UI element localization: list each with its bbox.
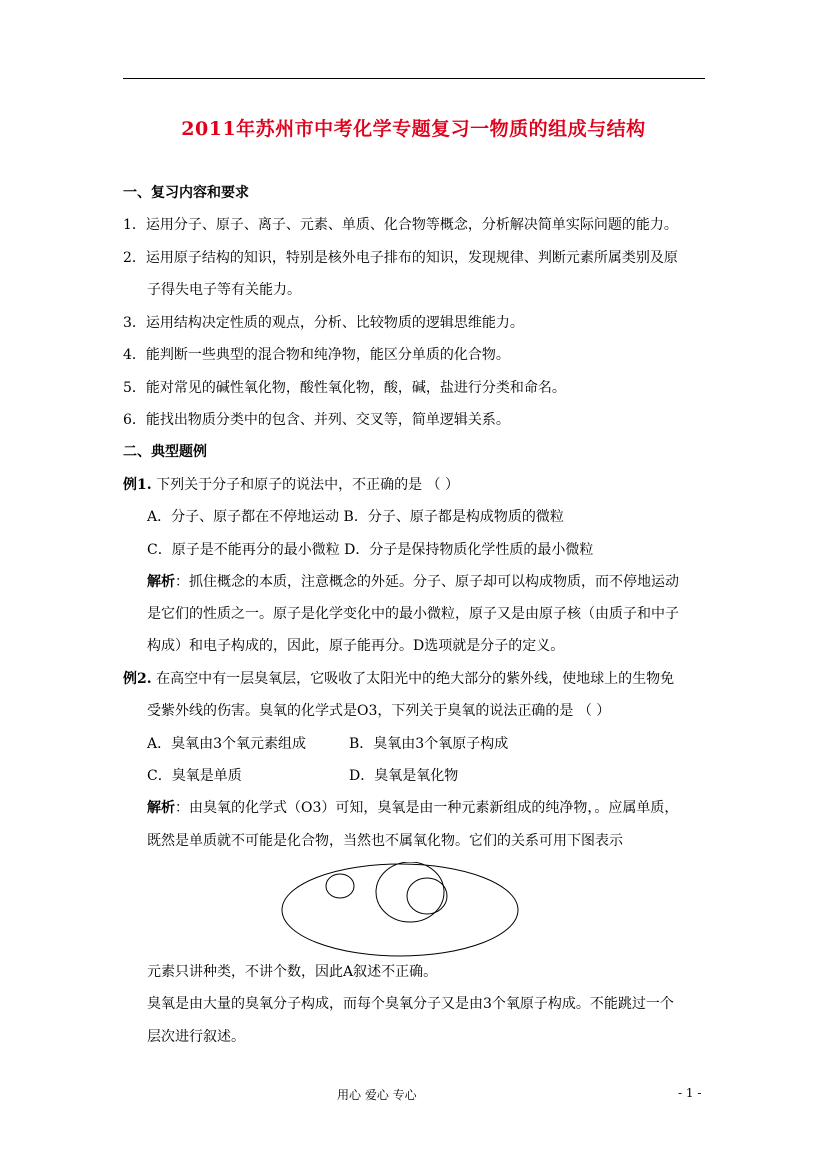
analysis-label: 解析	[147, 574, 175, 590]
example-2-note-1: 元素只讲种类，不讲个数，因此A叙述不正确。	[147, 964, 438, 980]
classification-venn-diagram	[280, 862, 520, 958]
example-1-analysis-2: 是它们的性质之一。原子是化学变化中的最小微粒，原子又是由原子核（由质子和中子	[147, 606, 679, 622]
analysis-text: ：由臭氧的化学式（O3）可知，臭氧是由一种元素新组成的纯净物，。应属单质，	[175, 800, 679, 816]
example-1-analysis-3: 构成）和电子构成的，因此，原子能再分。D选项就是分子的定义。	[147, 638, 565, 654]
page-number: - 1 -	[678, 1086, 702, 1100]
inner-circle	[407, 878, 447, 914]
requirement-item-4: 4．能判断一些典型的混合物和纯净物，能区分单质的化合物。	[123, 347, 510, 363]
requirement-item-5: 5．能对常见的碱性氧化物，酸性氧化物，酸，碱，盐进行分类和命名。	[123, 380, 566, 396]
example-1-question: 下列关于分子和原子的说法中，不正确的是 （ ）	[156, 477, 459, 493]
section-heading-1: 一、复习内容和要求	[123, 185, 249, 201]
analysis-text: ：抓住概念的本质，注意概念的外延。分子、原子却可以构成物质，而不停地运动	[175, 574, 679, 590]
requirement-item-2: 2．运用原子结构的知识，特别是核外电子排布的知识，发现规律、判断元素所属类别及原	[123, 250, 678, 266]
requirement-item-3: 3．运用结构决定性质的观点，分析、比较物质的逻辑思维能力。	[123, 315, 524, 331]
example-2-question: 在高空中有一层臭氧层，它吸收了太阳光中的绝大部分的紫外线，使地球上的生物免	[156, 671, 675, 687]
example-1-stem	[123, 475, 459, 495]
header-rule	[123, 78, 705, 79]
requirement-item-2-cont: 子得失电子等有关能力。	[147, 282, 301, 298]
example-2-analysis-2: 既然是单质就不可能是化合物，当然也不属氧化物。它们的关系可用下图表示	[147, 833, 623, 849]
example-2-option-a: A．臭氧由3个氧元素组成	[147, 736, 307, 752]
footer-motto: 用心 爱心 专心	[337, 1088, 417, 1102]
example-2-option-b: B．臭氧由3个氧原子构成	[349, 736, 509, 752]
requirement-item-6: 6．能找出物质分类中的包含、并列、交叉等，简单逻辑关系。	[123, 412, 510, 428]
example-2-label: 例2.	[123, 671, 152, 687]
document-title: 2011年苏州市中考化学专题复习一物质的组成与结构	[181, 118, 646, 140]
analysis-label: 解析	[147, 800, 175, 816]
outer-ellipse	[282, 864, 518, 956]
example-2-stem-2: 受紫外线的伤害。臭氧的化学式是O3，下列关于臭氧的说法正确的是 （ ）	[147, 703, 611, 719]
example-2-note-3: 层次进行叙述。	[147, 1029, 245, 1045]
example-1-options-cd: C．原子是不能再分的最小微粒 D．分子是保持物质化学性质的最小微粒	[147, 542, 594, 558]
example-2-option-d: D．臭氧是氧化物	[349, 768, 459, 784]
small-circle	[326, 874, 354, 898]
example-2-option-c: C．臭氧是单质	[147, 768, 242, 784]
example-2-analysis-1	[147, 798, 678, 818]
requirement-item-1: 1．运用分子、原子、离子、元素、单质、化合物等概念，分析解决简单实际问题的能力。	[123, 217, 678, 233]
example-1-options-ab: A．分子、原子都在不停地运动 B．分子、原子都是构成物质的微粒	[147, 509, 564, 525]
example-1-label: 例1.	[123, 477, 152, 493]
example-1-analysis-1	[147, 572, 679, 592]
example-2-note-2: 臭氧是由大量的臭氧分子构成，而每个臭氧分子又是由3个氧原子构成。不能跳过一个	[147, 996, 674, 1012]
section-heading-2: 二、典型题例	[123, 444, 207, 460]
example-2-stem-1	[123, 669, 674, 689]
